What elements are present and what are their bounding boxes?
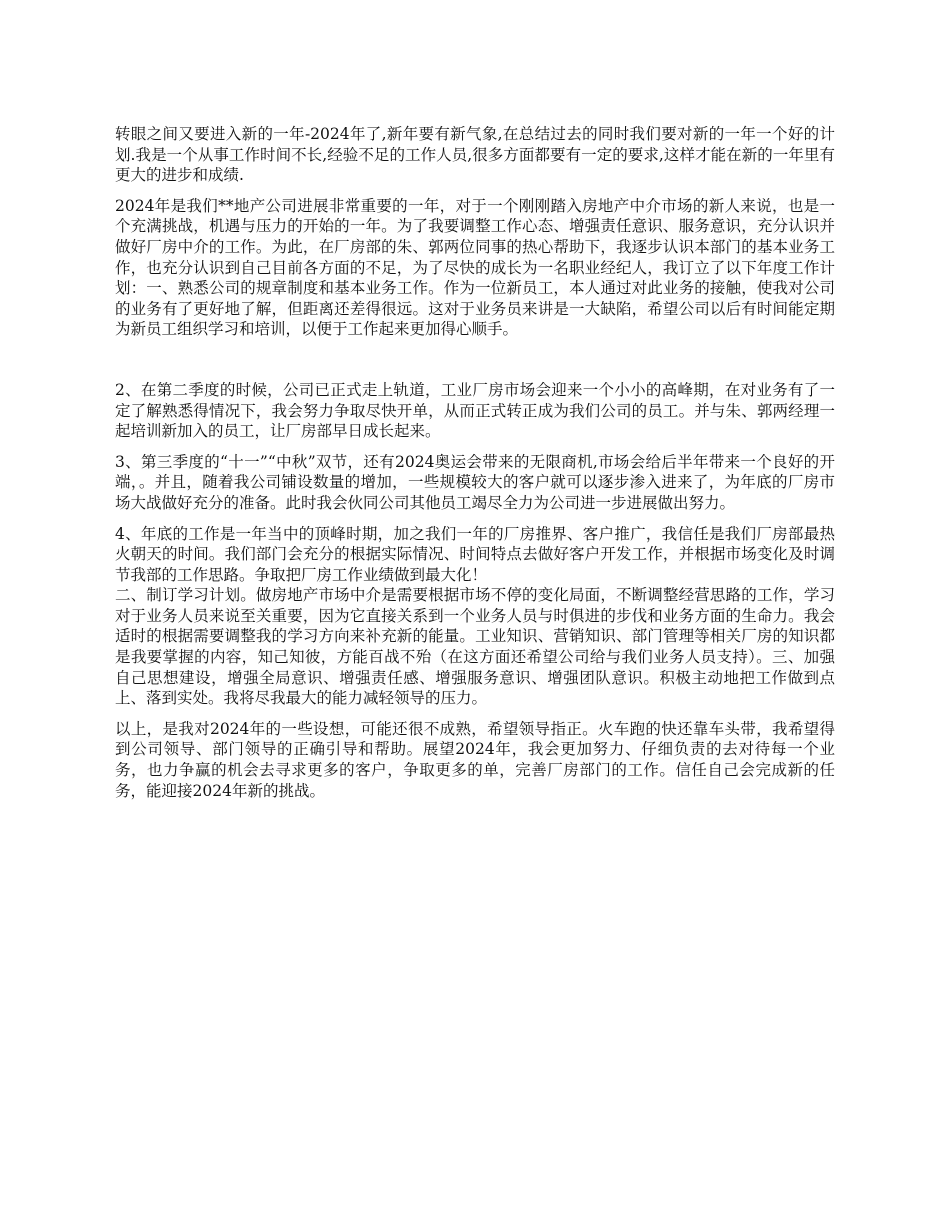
paragraph-year-overview: 2024年是我们**地产公司进展非常重要的一年，对于一个刚刚踏入房地产中介市场的新人来说，也是一个充满挑战，机遇与压力的开始的一年。为了我要调整工作心态、增强责任意识、服务意识，充分认识并做好厂房中介的工作。为此，在厂房部的朱、郭两位同事的热心帮助下，我逐步认识本部门的基本业务工作，也充分认识到自己目前各方面的不足，为了尽快的成长为一名职业经纪人，我订立了以下年度工作计划：一、熟悉公司的规章制度和基本业务工作。作为一位新员工，本人通过对此业务的接触，使我对公司的业务有了更好地了解，但距离还差得很远。这对于业务员来讲是一大缺陷，希望公司以后有时间能定期为新员工组织学习和培训，以便于工作起来更加得心顺手。 [115, 196, 835, 339]
paragraph-intro: 转眼之间又要进入新的一年-2024年了,新年要有新气象,在总结过去的同时我们要对新的一年一个好的计划.我是一个从事工作时间不长,经验不足的工作人员,很多方面都要有一定的要求,这样才能在新的一年里有更大的进步和成绩. [115, 125, 835, 185]
document-body [115, 124, 835, 811]
paragraph-second-quarter: 2、在第二季度的时候，公司已正式走上轨道，工业厂房市场会迎来一个小小的高峰期，在对业务有了一定了解熟悉得情况下，我会努力争取尽快开单，从而正式转正成为我们公司的员工。并与朱、郭两经理一起培训新加入的员工，让厂房部早日成长起来。 [115, 380, 835, 441]
paragraph-conclusion: 以上，是我对2024年的一些设想，可能还很不成熟，希望领导指正。火车跑的快还靠车头带，我希望得到公司领导、部门领导的正确引导和帮助。展望2024年，我会更加努力、仔细负责的去对待每一个业务，也力争赢的机会去寻求更多的客户，争取更多的单，完善厂房部门的工作。信任自己会完成新的任务，能迎接2024年新的挑战。 [115, 719, 835, 800]
paragraph-year-end-and-plans: 4、年底的工作是一年当中的顶峰时期，加之我们一年的厂房推界、客户推广，我信任是我们厂房部最热火朝天的时间。我们部门会充分的根据实际情况、时间特点去做好客户开发工作，并根据市场变化及时调节我部的工作思路。争取把厂房工作业绩做到最大化！ 二、制订学习计划。做房地产市场中介是需要根据市场不停的变化局面，不断调整经营思路的工作，学习对于业务人员来说至关重要，因为它直接关系到一个业务人员与时俱进的步伐和业务方面的生命力。我会适时的根据需要调整我的学习方向来补充新的能量。工业知识、营销知识、部门管理等相关厂房的知识都是我要掌握的内容，知己知彼，方能百战不殆（在这方面还希望公司给与我们业务人员支持）。三、加强自己思想建设，增强全局意识、增强责任感、增强服务意识、增强团队意识。积极主动地把工作做到点上、落到实处。我将尽我最大的能力减轻领导的压力。 [115, 524, 835, 708]
paragraph-third-quarter: 3、第三季度的“十一”“中秋”双节，还有2024奥运会带来的无限商机,市场会给后半年带来一个良好的开端，。并且，随着我公司铺设数量的增加，一些规模较大的客户就可以逐步渗入进来了，为年底的厂房市场大战做好充分的准备。此时我会伙同公司其他员工竭尽全力为公司进一步进展做出努力。 [115, 452, 835, 512]
